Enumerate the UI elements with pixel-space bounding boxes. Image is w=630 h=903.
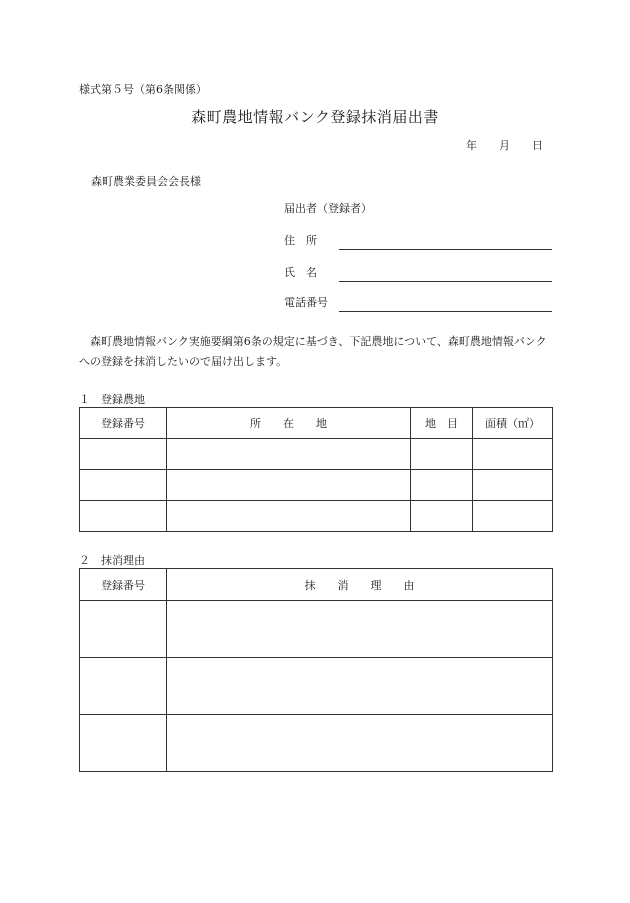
- phone-field[interactable]: [284, 294, 552, 314]
- header-land-category: 地 目: [411, 408, 473, 439]
- addressee: 森町農業委員会会長様: [91, 175, 201, 188]
- cell-registration-number[interactable]: [80, 439, 167, 470]
- registered-farmland-table: [79, 407, 553, 532]
- cell-registration-number[interactable]: [80, 715, 167, 772]
- header-location: 所 在 地: [167, 408, 411, 439]
- name-underline: [339, 281, 552, 282]
- cell-registration-number[interactable]: [80, 658, 167, 715]
- address-underline: [339, 249, 552, 250]
- table-row: [80, 439, 553, 470]
- name-label: 氏 名: [284, 266, 317, 279]
- cell-registration-number[interactable]: [80, 501, 167, 532]
- cell-registration-number[interactable]: [80, 470, 167, 501]
- table-row: [80, 501, 553, 532]
- document-title: 森町農地情報バンク登録抹消届出書: [191, 108, 439, 126]
- cell-cancellation-reason[interactable]: [167, 715, 553, 772]
- cell-location[interactable]: [167, 470, 411, 501]
- table-row: [80, 715, 553, 772]
- statement-text: 森町農地情報バンク実施要綱第6条の規定に基づき、下記農地について、森町農地情報バンクへの登録を抹消したいので届け出します。: [79, 335, 547, 368]
- cell-registration-number[interactable]: [80, 601, 167, 658]
- address-label: 住 所: [284, 234, 317, 247]
- date-line: [466, 137, 543, 153]
- cell-location[interactable]: [167, 501, 411, 532]
- cell-area[interactable]: [473, 501, 553, 532]
- phone-label: 電話番号: [284, 296, 328, 309]
- phone-underline: [339, 311, 552, 312]
- cell-area[interactable]: [473, 439, 553, 470]
- section1-title: １ 登録農地: [79, 393, 145, 406]
- form-number: 様式第５号（第6条関係）: [79, 83, 207, 96]
- applicant-label: 届出者（登録者）: [284, 202, 372, 215]
- cell-land-category[interactable]: [411, 439, 473, 470]
- cell-cancellation-reason[interactable]: [167, 658, 553, 715]
- cell-cancellation-reason[interactable]: [167, 601, 553, 658]
- table-header-row: [80, 569, 553, 601]
- date-year-label: 年: [466, 139, 477, 152]
- table-header-row: [80, 408, 553, 439]
- table-row: [80, 601, 553, 658]
- cancellation-reason-table: [79, 568, 553, 772]
- cell-area[interactable]: [473, 470, 553, 501]
- date-day-label: 日: [532, 139, 543, 152]
- table-row: [80, 470, 553, 501]
- date-month-label: 月: [499, 139, 510, 152]
- section2-title: ２ 抹消理由: [79, 554, 145, 567]
- table-row: [80, 658, 553, 715]
- cell-land-category[interactable]: [411, 501, 473, 532]
- header-registration-number: 登録番号: [80, 408, 167, 439]
- header-registration-number: 登録番号: [80, 569, 167, 601]
- address-field[interactable]: [284, 232, 552, 252]
- header-area: 面積（㎡）: [473, 408, 553, 439]
- cell-land-category[interactable]: [411, 470, 473, 501]
- name-field[interactable]: [284, 264, 552, 284]
- header-cancellation-reason: 抹 消 理 由: [167, 569, 553, 601]
- cell-location[interactable]: [167, 439, 411, 470]
